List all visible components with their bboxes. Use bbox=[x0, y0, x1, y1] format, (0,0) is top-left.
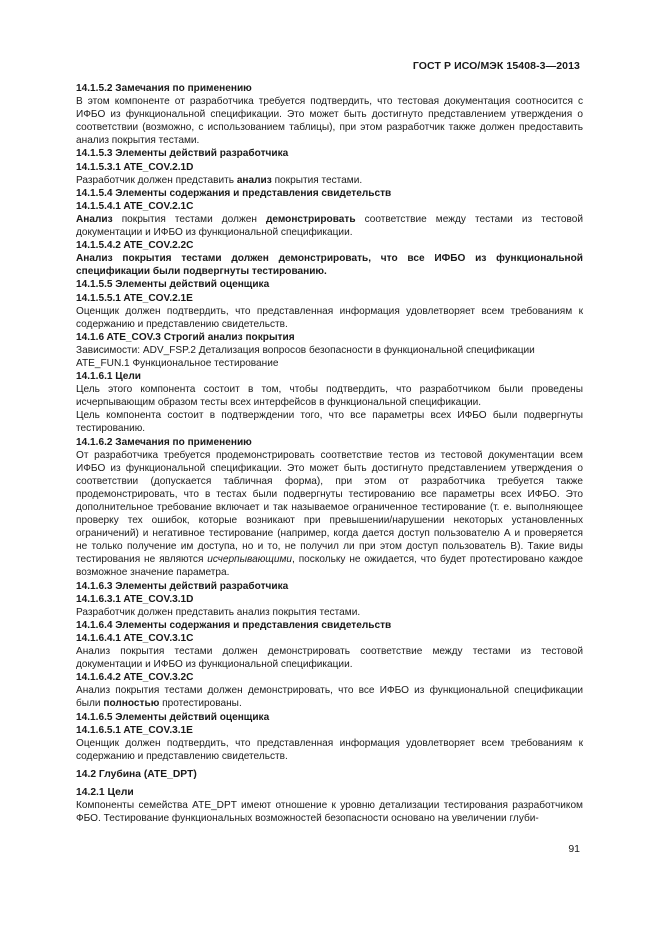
section-heading: 14.1.6.4.2 ATE_COV.3.2C bbox=[76, 672, 194, 684]
text-run: Анализ покрытия тестами должен демонстрировать, что все ИФБО из функциональной спецификации были bbox=[76, 685, 583, 710]
section-heading: 14.1.6.4 Элементы содержания и представления свидетельств bbox=[76, 619, 392, 631]
section-heading: 14.1.6.3.1 ATE_COV.3.1D bbox=[76, 593, 194, 605]
section-heading: 14.1.6.3 Элементы действий разработчика bbox=[76, 580, 289, 592]
section-heading: 14.1.5.4 Элементы содержания и представления свидетельств bbox=[76, 187, 392, 199]
paragraph: Зависимости: ADV_FSP.2 Детализация вопросов безопасности в функциональной спецификации bbox=[76, 344, 535, 356]
section-heading: 14.1.5.5.1 ATE_COV.2.1E bbox=[76, 292, 193, 304]
emphasis-bold: демонстрировать bbox=[265, 213, 356, 225]
section-heading: 14.1.5.5 Элементы действий оценщика bbox=[76, 279, 270, 291]
page-header: ГОСТ Р ИСО/МЭК 15408-3—2013 bbox=[412, 60, 580, 72]
text-run: покрытия тестами должен bbox=[112, 213, 266, 225]
paragraph: Оценщик должен подтвердить, что представленная информация удовлетворяет всем требованиям к содержанию и представлению свидетельств. bbox=[76, 305, 583, 330]
emphasis-bold: Анализ bbox=[76, 213, 113, 225]
paragraph bbox=[76, 213, 583, 239]
section-heading: 14.1.6.5.1 ATE_COV.3.1E bbox=[76, 724, 193, 736]
text-run: Разработчик должен представить bbox=[76, 174, 237, 186]
emphasis-bold: полностью bbox=[103, 698, 160, 710]
paragraph: Цель этого компонента состоит в том, чтобы подтвердить, что разработчиком были проведены исчерпывающим образом тесты всех интерфейсов в функциональной спецификации. bbox=[76, 384, 583, 409]
text-run: протестированы. bbox=[159, 698, 242, 710]
emphasis-italic: исчерпывающими bbox=[207, 554, 293, 566]
paragraph bbox=[76, 174, 583, 187]
section-heading: 14.2 Глубина (ATE_DPT) bbox=[76, 768, 197, 780]
text-run: От разработчика требуется продемонстрировать соответствие тестов из тестовой документации всем ИФБО из функциональной спецификации. Это может быть достигнуто представлением утверждения о соответствии (допускается табличная форма), при этом от разработчика требуется также продемонстрировать, что в тестах были подвергнуты тестированию все параметры всех ИФБО. Это дополнительное требование включает и так называемое ограниченное тестирование (т. е. выполняющее проверку тех ошибок, которые возникают при превышении/нарушении некоторых установленных ограничений) и негативное тестирование (например, когда дается доступ пользователю А и проверяется не только получение им доступа, но и то, не получил ли при этом доступ пользователь В). Такие виды тестирования не являются bbox=[76, 449, 583, 566]
paragraph bbox=[76, 449, 583, 580]
text-run: соответствие между тестами из тестовой документации и ИФБО из функциональной спецификации. bbox=[76, 213, 583, 239]
section-heading: 14.1.5.4.2 ATE_COV.2.2C bbox=[76, 240, 194, 252]
paragraph: Разработчик должен представить анализ покрытия тестами. bbox=[76, 606, 361, 618]
paragraph: ATE_FUN.1 Функциональное тестирование bbox=[76, 357, 279, 369]
paragraph: Компоненты семейства ATE_DPT имеют отношение к уровню детализации тестирования разработчиком ФБО. Тестирование функциональных возможностей безопасности основано на увеличении глуби- bbox=[76, 800, 583, 825]
section-heading: 14.1.6 ATE_COV.3 Строгий анализ покрытия bbox=[76, 331, 295, 343]
text-run: , поскольку не ожидается, что будет протестировано каждое возможное значение параметра. bbox=[76, 554, 584, 579]
section-heading: 14.1.6.4.1 ATE_COV.3.1C bbox=[76, 632, 194, 644]
section-heading: 14.1.5.3.1 ATE_COV.2.1D bbox=[76, 161, 194, 173]
section-heading: 14.2.1 Цели bbox=[76, 786, 134, 798]
emphasis-bold: анализ bbox=[236, 174, 272, 186]
section-heading: 14.1.5.4.1 ATE_COV.2.1C bbox=[76, 200, 194, 212]
paragraph: В этом компоненте от разработчика требуется подтвердить, что тестовая документация соотносится с ИФБО из функциональной спецификации. Это может быть достигнуто представлением утверждения о соответствии (возможно, с использованием таблицы), при этом разработчик также должен предоставить анализ покрытия тестами. bbox=[76, 96, 583, 147]
document-body bbox=[76, 82, 583, 825]
bold-paragraph: Анализ покрытия тестами должен демонстрировать, что все ИФБО из функциональной спецификации были подвергнуты тестированию. bbox=[76, 253, 583, 278]
section-heading: 14.1.6.1 Цели bbox=[76, 371, 142, 383]
paragraph: Анализ покрытия тестами должен демонстрировать соответствие между тестами из тестовой документации и ИФБО из функциональной спецификации. bbox=[76, 646, 583, 671]
section-heading: 14.1.5.3 Элементы действий разработчика bbox=[76, 148, 289, 160]
page-number: 91 bbox=[568, 843, 580, 855]
section-heading: 14.1.5.2 Замечания по применению bbox=[76, 83, 252, 94]
paragraph bbox=[76, 684, 583, 710]
paragraph: Цель компонента состоит в подтверждении того, что все параметры всех ИФБО были подвергнуты тестированию. bbox=[76, 410, 583, 435]
text-run: покрытия тестами. bbox=[271, 174, 363, 186]
section-heading: 14.1.6.5 Элементы действий оценщика bbox=[76, 711, 270, 723]
section-heading: 14.1.6.2 Замечания по применению bbox=[76, 436, 252, 448]
paragraph: Оценщик должен подтвердить, что представленная информация удовлетворяет всем требованиям к содержанию и представлению свидетельств. bbox=[76, 737, 583, 762]
